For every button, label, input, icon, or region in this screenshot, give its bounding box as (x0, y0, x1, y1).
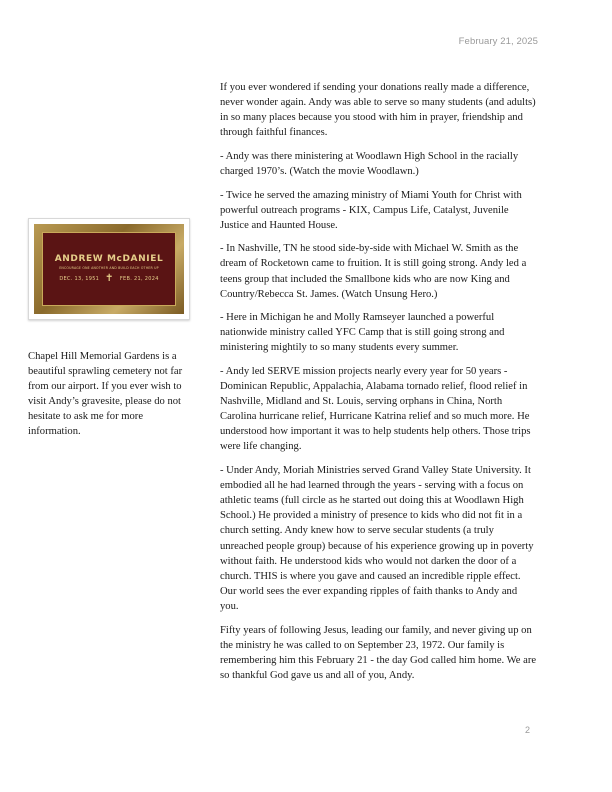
plaque-verse: ENCOURAGE ONE ANOTHER AND BUILD EACH OTHER UP (59, 266, 159, 270)
grave-plaque-photo (28, 218, 190, 320)
plaque-name: ANDREW McDANIEL (54, 254, 164, 264)
plaque-border (34, 224, 184, 314)
photo-caption: Chapel Hill Memorial Gardens is a beautiful sprawling cemetery not far from our airport. If you ever wish to visit Andy’s gravesite, please do not hesitate to ask me for more information. (28, 351, 183, 438)
plaque-face (42, 232, 176, 306)
plaque-death-date: FEB. 21, 2024 (119, 276, 159, 282)
plaque-dates (59, 274, 158, 284)
paragraph-intro: If you ever wondered if sending your donations really made a difference, never wonder again. Andy was able to serve so many students (and adults) in so many places because you stood with him in prayer, friendship and through faithful finances. (220, 82, 536, 139)
cross-icon: ✝ (105, 273, 114, 284)
paragraph-serve-missions: - Andy led SERVE mission projects nearly every year for 50 years - Dominican Republic, Appalachia, Alabama tornado relief, flood relief in Nashville, Midland and St. Louis, serving orphans in China, North Carolina hurricane relief, Hurricane Katrina relief and so much more. He understood how important it was to help students help others. Those trips were life changing. (220, 366, 531, 453)
paragraph-michigan-camp: - Here in Michigan he and Molly Ramseyer launched a powerful nationwide ministry called YFC Camp that is still going strong and ministering mightily to so many students every summer. (220, 312, 505, 354)
letter-body (220, 80, 538, 691)
page-date: February 21, 2025 (458, 36, 538, 47)
paragraph-woodlawn: - Andy was there ministering at Woodlawn High School in the racially charged 1970’s. (Watch the movie Woodlawn.) (220, 150, 519, 177)
plaque-birth-date: DEC. 13, 1951 (59, 276, 100, 282)
paragraph-nashville: - In Nashville, TN he stood side-by-side with Michael W. Smith as the dream of Rocketown came to fruition. It is still going strong. Andy led a teens group that included the Smallbone kids who are now King and Country/Rebecca St. James. (Watch Unsung Hero.) (220, 243, 527, 300)
page-number: 2 (525, 725, 531, 735)
paragraph-moriah-ministries: - Under Andy, Moriah Ministries served Grand Valley State University. It embodied all he had learned through the years - serving with a focus on athletic teams (full circle as he started out doing this at Woodlawn High School.) He provided a ministry of presence to kids who did not fit in a church setting. Andy knew how to serve secular students (a truly unreached people group) because of his experience growing up in poverty without faith. He understood kids who would not darken the door of a church. THIS is where you gave and caused an incredible ripple effect. Our world sees the ever expanding ripples of faith thanks to Andy and you. (220, 465, 534, 612)
sidebar (28, 218, 192, 440)
paragraph-closing: Fifty years of following Jesus, leading our family, and never giving up on the ministry he was called to on September 23, 1972. Our family is remembering him this February 21 - the day God called him home. We are so thankful God gave us and all of you, Andy. (220, 624, 537, 681)
paragraph-miami-yfc: - Twice he served the amazing ministry of Miami Youth for Christ with powerful outreach programs - KIX, Campus Life, Catalyst, Juvenile Justice and Haunted House. (220, 189, 522, 231)
